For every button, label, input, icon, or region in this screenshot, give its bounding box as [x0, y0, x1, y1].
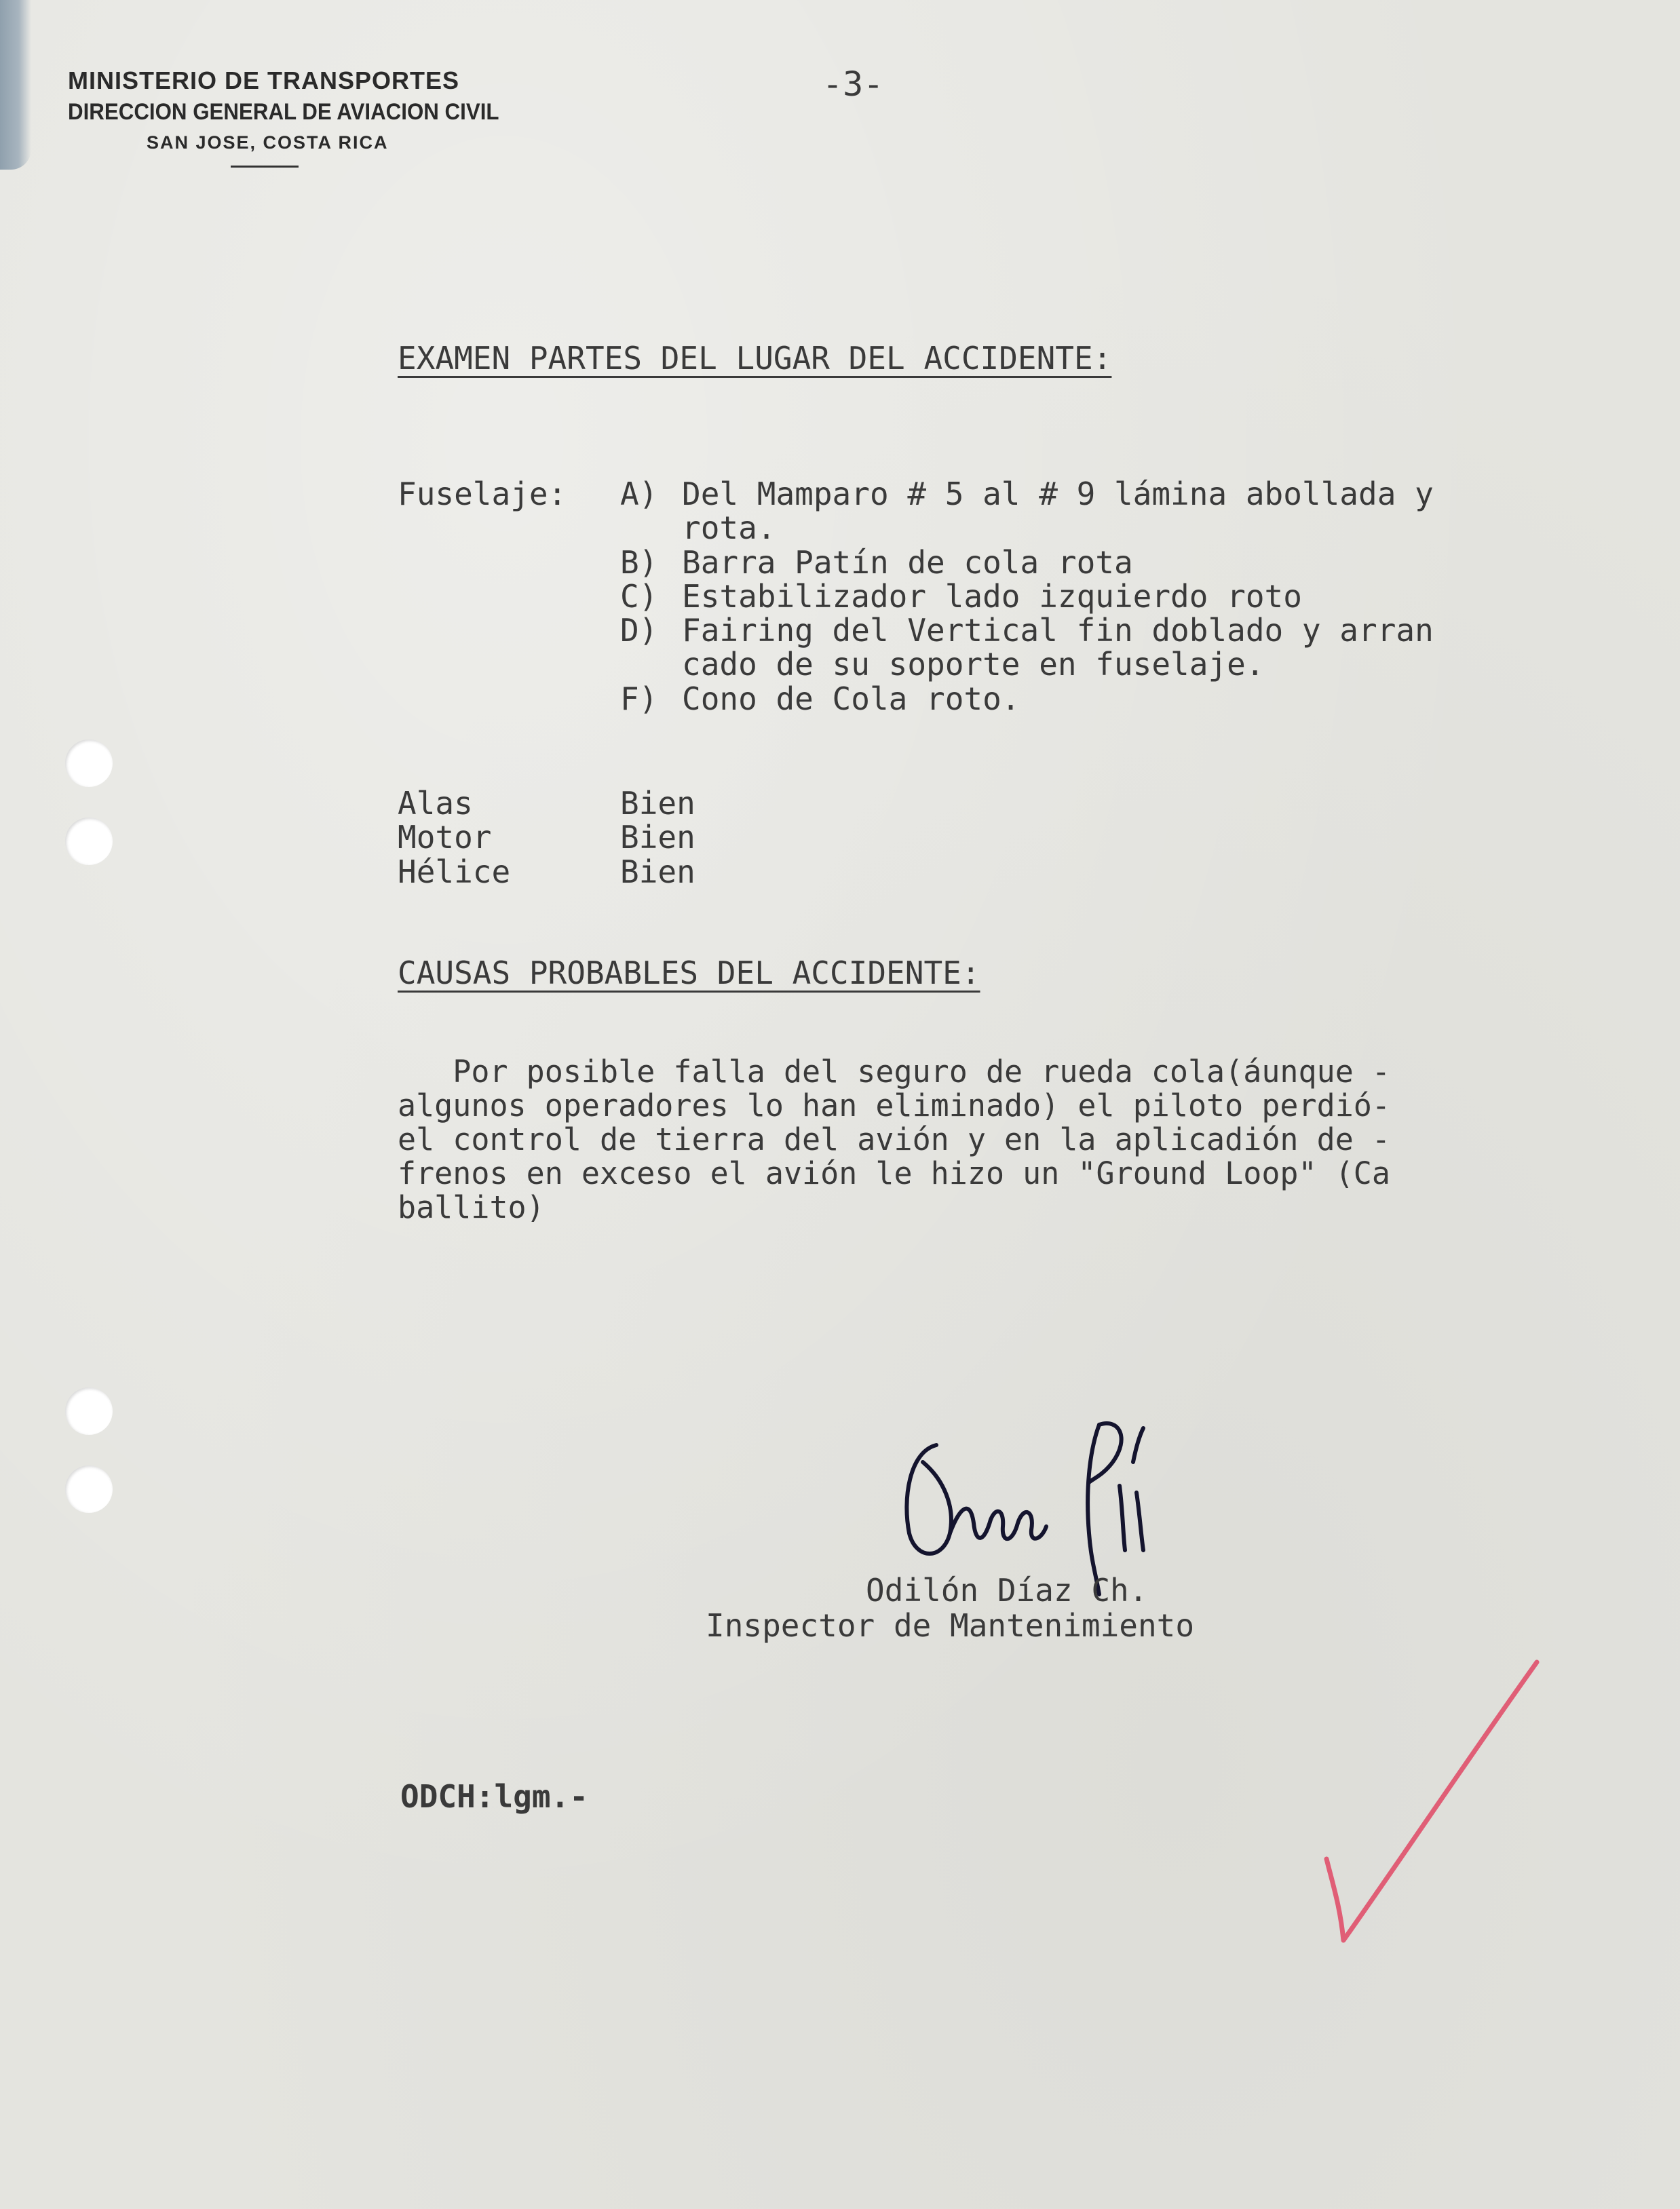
letterhead [68, 65, 499, 168]
causes-line: ballito) [398, 1189, 545, 1225]
damage-item-text: Estabilizador lado izquierdo roto [682, 578, 1302, 615]
check-mark [1320, 1655, 1544, 1954]
damage-item-text: Barra Patín de cola rota [682, 544, 1133, 581]
signer-title: Inspector de Mantenimiento [706, 1607, 1195, 1644]
causes-heading: CAUSAS PROBABLES DEL ACCIDENTE: [398, 955, 980, 991]
damage-item-letter: C) [620, 578, 658, 615]
punch-hole [65, 818, 113, 865]
punch-hole [65, 739, 113, 787]
damage-item-letter: A) [620, 476, 658, 512]
damage-item-text: rota. [682, 510, 776, 546]
damage-item-letter: D) [620, 612, 658, 649]
punch-hole [65, 1387, 113, 1435]
causes-line: el control de tierra del avión y en la aplicadión de - [398, 1121, 1390, 1157]
component-part: Alas [398, 785, 473, 822]
causes-line: algunos operadores lo han eliminado) el piloto perdió- [398, 1088, 1390, 1123]
signer-name: Odilón Díaz Ch. [866, 1572, 1148, 1609]
letterhead-directorate: DIRECCION GENERAL DE AVIACION CIVIL [68, 99, 499, 125]
damage-item-letter: F) [620, 680, 658, 717]
letterhead-location: SAN JOSE, COSTA RICA [147, 132, 389, 153]
damage-item-text: Del Mamparo # 5 al # 9 lámina abollada y [682, 476, 1434, 512]
component-status: Bien [620, 819, 695, 856]
component-part: Hélice [398, 853, 511, 890]
causes-paragraph [398, 1055, 1504, 1225]
fuselage-label: Fuselaje: [398, 476, 567, 512]
damage-item-text: Fairing del Vertical fin doblado y arran [682, 612, 1434, 649]
letterhead-ministry: MINISTERIO DE TRANSPORTES [68, 66, 460, 94]
damage-item-letter: B) [620, 544, 658, 581]
component-status: Bien [620, 785, 695, 822]
letterhead-rule [231, 166, 299, 168]
causes-line: frenos en exceso el avión le hizo un "Ground Loop" (Ca [398, 1155, 1390, 1191]
examination-heading: EXAMEN PARTES DEL LUGAR DEL ACCIDENTE: [398, 340, 1112, 377]
torn-corner [0, 0, 31, 170]
page-number: -3- [822, 64, 884, 104]
damage-item-text: cado de su soporte en fuselaje. [682, 646, 1265, 683]
reference-initials: ODCH:lgm.- [400, 1778, 588, 1815]
causes-line: Por posible falla del seguro de rueda cola(áunque - [398, 1054, 1390, 1090]
signature-mark [896, 1398, 1215, 1601]
punch-hole [65, 1465, 113, 1513]
component-part: Motor [398, 819, 492, 856]
component-status: Bien [620, 853, 695, 890]
damage-item-text: Cono de Cola roto. [682, 680, 1020, 717]
